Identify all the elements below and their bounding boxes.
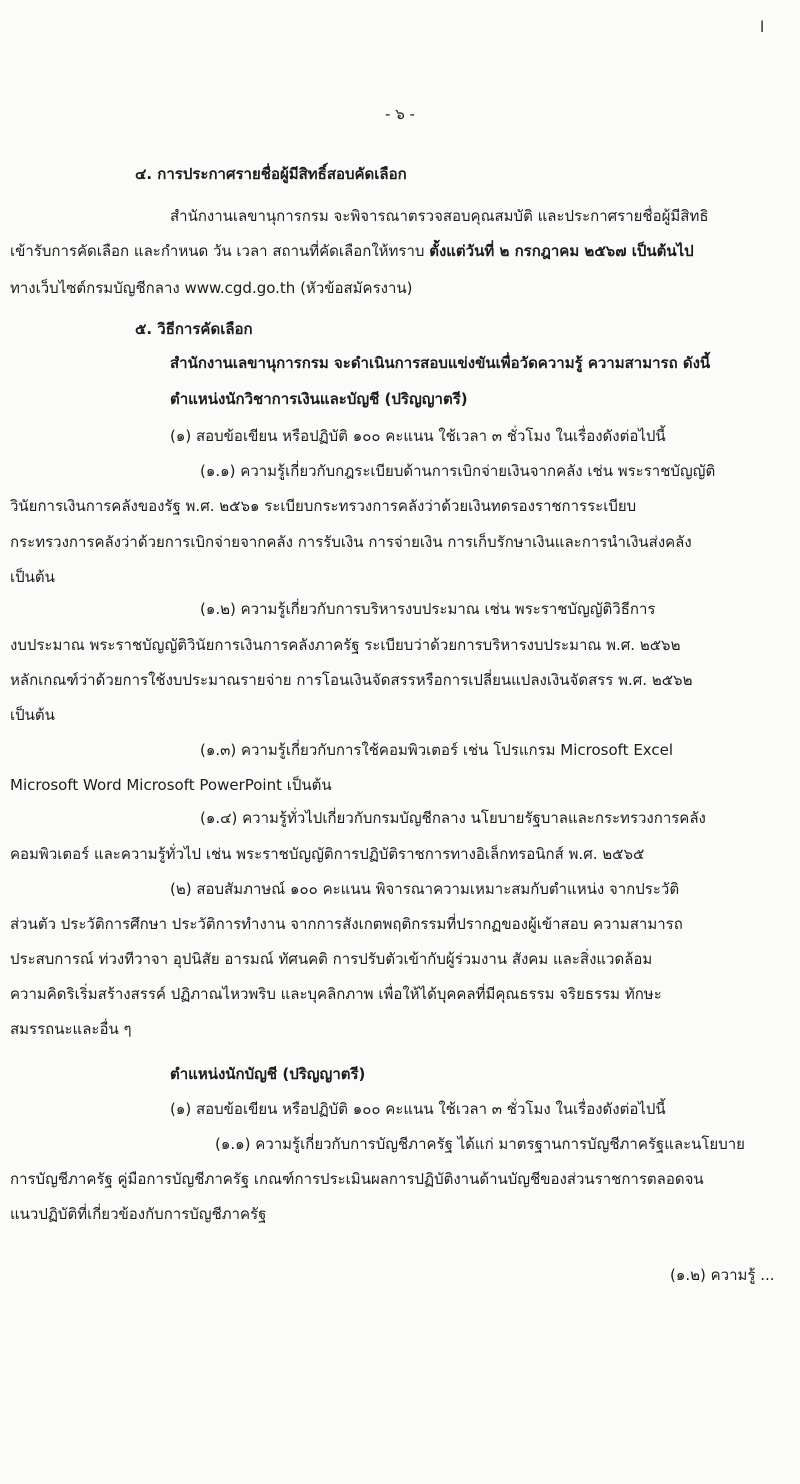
- page-mark: l: [760, 18, 765, 36]
- paragraph-line: สำนักงานเลขานุการกรม จะพิจารณาตรวจสอบคุณสมบัติ และประกาศรายชื่อผู้มีสิทธิ: [170, 207, 709, 225]
- section-4-heading: ๔. การประกาศรายชื่อผู้มีสิทธิ์สอบคัดเลือก: [135, 165, 407, 183]
- paragraph-line: แนวปฏิบัติที่เกี่ยวข้องกับการบัญชีภาครัฐ: [10, 1205, 267, 1223]
- paragraph-line: (๑.๑) ความรู้เกี่ยวกับกฎระเบียบด้านการเบิกจ่ายเงินจากคลัง เช่น พระราชบัญญัติ: [200, 462, 716, 480]
- paragraph-line: (๑.๑) ความรู้เกี่ยวกับการบัญชีภาครัฐ ได้แก่ มาตรฐานการบัญชีภาครัฐและนโยบาย: [215, 1135, 745, 1153]
- paragraph-line: ทางเว็บไซต์กรมบัญชีกลาง www.cgd.go.th (หัวข้อสมัครงาน): [10, 279, 413, 297]
- paragraph-line: การบัญชีภาครัฐ คู่มือการบัญชีภาครัฐ เกณฑ์การประเมินผลการปฏิบัติงานด้านบัญชีของส่วนราชการตลอดจน: [10, 1170, 704, 1188]
- date-highlight: ตั้งแต่วันที่ ๒ กรกฎาคม ๒๕๖๗ เป็นต้นไป: [429, 242, 694, 260]
- paragraph-line: Microsoft Word Microsoft PowerPoint เป็นต้น: [10, 776, 332, 794]
- paragraph-line: สมรรถนะและอื่น ๆ: [10, 1020, 132, 1038]
- paragraph-line: เป็นต้น: [10, 568, 55, 586]
- position-title: ตำแหน่งนักวิชาการเงินและบัญชี (ปริญญาตรี): [170, 390, 468, 408]
- paragraph-line: (๑.๓) ความรู้เกี่ยวกับการใช้คอมพิวเตอร์ เช่น โปรแกรม Microsoft Excel: [200, 741, 674, 759]
- paragraph-line: เข้ารับการคัดเลือก และกำหนด วัน เวลา สถานที่คัดเลือกให้ทราบ ตั้งแต่วันที่ ๒ กรกฎาคม ๒๕๖๗ เป็นต้นไป: [10, 242, 694, 260]
- paragraph-line: ส่วนตัว ประวัติการศึกษา ประวัติการทำงาน จากการสังเกตพฤติกรรมที่ปรากฏของผู้เข้าสอบ ความสามารถ: [10, 915, 683, 933]
- paragraph-line: (๒) สอบสัมภาษณ์ ๑๐๐ คะแนน พิจารณาความเหมาะสมกับตำแหน่ง จากประวัติ: [170, 880, 680, 898]
- paragraph-line: เป็นต้น: [10, 706, 55, 724]
- section-5-heading: ๕. วิธีการคัดเลือก: [135, 320, 253, 338]
- paragraph-line: งบประมาณ พระราชบัญญัติวินัยการเงินการคลังภาครัฐ ระเบียบว่าด้วยการบริหารงบประมาณ พ.ศ. ๒๕๖๒: [10, 636, 681, 654]
- continuation-note: (๑.๒) ความรู้ ...: [670, 1266, 775, 1284]
- paragraph-line: วินัยการเงินการคลังของรัฐ พ.ศ. ๒๕๖๑ ระเบียบกระทรวงการคลังว่าด้วยเงินทดรองราชการระเบียบ: [10, 497, 637, 515]
- paragraph-line: หลักเกณฑ์ว่าด้วยการใช้งบประมาณรายจ่าย การโอนเงินจัดสรรหรือการเปลี่ยนแปลงเงินจัดสรร พ.ศ. ๒๕๖๒: [10, 671, 693, 689]
- paragraph-line: กระทรวงการคลังว่าด้วยการเบิกจ่ายจากคลัง การรับเงิน การจ่ายเงิน การเก็บรักษาเงินและการนำเงินส่งคลัง: [10, 533, 692, 551]
- paragraph-line: (๑.๒) ความรู้เกี่ยวกับการบริหารงบประมาณ เช่น พระราชบัญญัติวิธีการ: [200, 600, 656, 618]
- paragraph-line: ความคิดริเริ่มสร้างสรรค์ ปฏิภาณไหวพริบ และบุคลิกภาพ เพื่อให้ได้บุคคลที่มีคุณธรรม จริยธรรม ทักษะ: [10, 985, 662, 1003]
- paragraph-line: คอมพิวเตอร์ และความรู้ทั่วไป เช่น พระราชบัญญัติการปฏิบัติราชการทางอิเล็กทรอนิกส์ พ.ศ. ๒๕๖๕: [10, 845, 645, 863]
- paragraph-line: (๑.๔) ความรู้ทั่วไปเกี่ยวกับกรมบัญชีกลาง นโยบายรัฐบาลและกระทรวงการคลัง: [200, 809, 706, 827]
- exam-item: (๑) สอบข้อเขียน หรือปฏิบัติ ๑๐๐ คะแนน ใช้เวลา ๓ ชั่วโมง ในเรื่องดังต่อไปนี้: [170, 427, 666, 445]
- paragraph-line: ประสบการณ์ ท่วงทีวาจา อุปนิสัย อารมณ์ ทัศนคติ การปรับตัวเข้ากับผู้ร่วมงาน สังคม และสิ่งแวดล้อม: [10, 950, 653, 968]
- exam-item: (๑) สอบข้อเขียน หรือปฏิบัติ ๑๐๐ คะแนน ใช้เวลา ๓ ชั่วโมง ในเรื่องดังต่อไปนี้: [170, 1100, 666, 1118]
- page-number: - ๖ -: [385, 105, 415, 123]
- section-5-intro: สำนักงานเลขานุการกรม จะดำเนินการสอบแข่งขันเพื่อวัดความรู้ ความสามารถ ดังนี้: [170, 354, 711, 372]
- position-title: ตำแหน่งนักบัญชี (ปริญญาตรี): [170, 1065, 366, 1083]
